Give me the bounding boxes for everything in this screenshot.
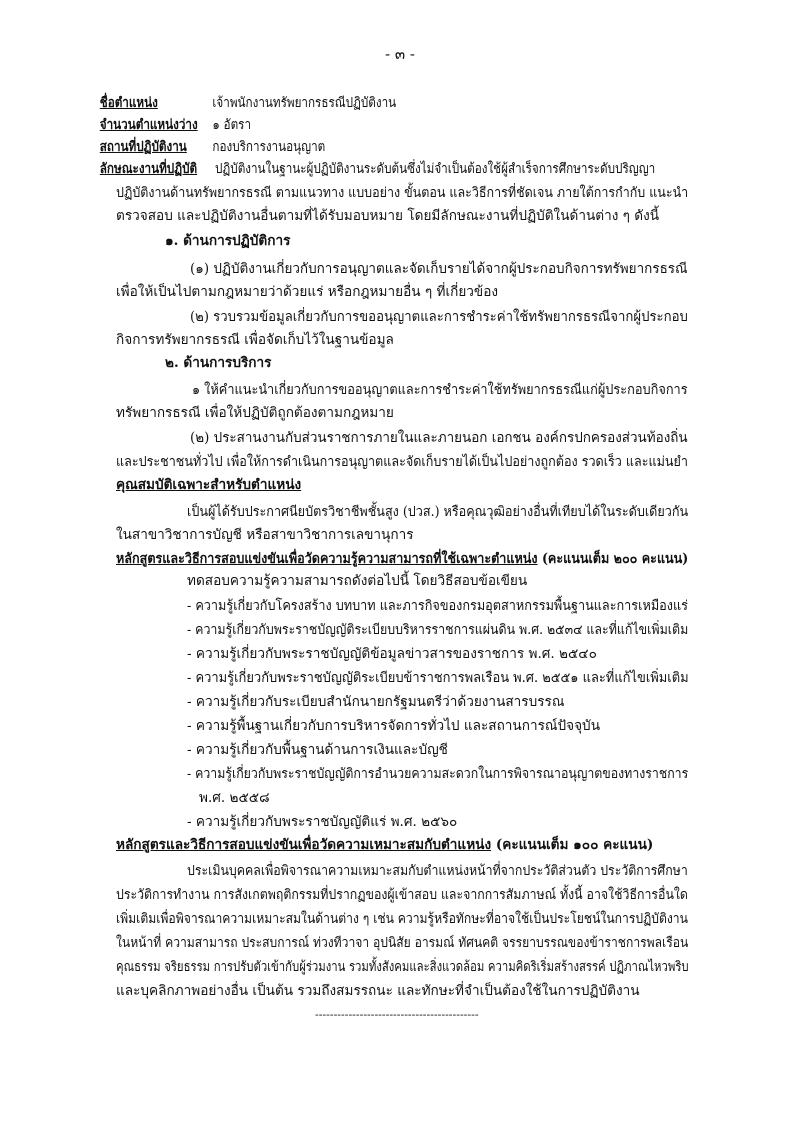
section-2-item: (๒) ประสานงานกับส่วนราชการภายในและภายนอก เอกชน องค์กรปกครองส่วนท้องถิ่น <box>190 430 688 446</box>
section-2-item: ๑ ให้คำแนะนำเกี่ยวกับการขออนุญาตและการชำระค่าใช้ทรัพยากรธรณีแก่ผู้ประกอบกิจการ <box>192 382 688 398</box>
suitability-line: คุณธรรม จริยธรรม การปรับตัวเข้ากับผู้ร่วมงาน รวมทั้งสังคมและสิ่งแวดล้อม ความคิดริเริ่มสร้างสรรค์ ปฏิภาณไหวพริบ <box>116 959 689 975</box>
field-label: จำนวนตำแหน่งว่าง <box>99 117 198 133</box>
field-value: เจ้าพนักงานทรัพยากรธรณีปฏิบัติงาน <box>212 95 397 111</box>
exam-suitability-heading: หลักสูตรและวิธีการสอบแข่งขันเพื่อวัดความเหมาะสมกับตำแหน่ง <box>116 837 492 853</box>
section-1-item-cont: กิจการทรัพยากรธรณี เพื่อจัดเก็บไว้ในฐานข้อมูล <box>116 332 394 348</box>
exam-specific-heading-line <box>116 548 688 570</box>
end-separator: -------------------------------------------- <box>315 1008 479 1021</box>
suitability-line: ประเมินบุคคลเพื่อพิจารณาความเหมาะสมกับตำแหน่งหน้าที่จากประวัติส่วนตัว ประวัติการศึกษา <box>187 863 688 879</box>
qualification-line: ในสาขาวิชาการบัญชี หรือสาขาวิชาการเลขานุการ <box>116 527 414 543</box>
suitability-line: และบุคลิกภาพอย่างอื่น เป็นต้น รวมถึงสมรรถนะ และทักษะที่จำเป็นต้องใช้ในการปฏิบัติงาน <box>116 983 640 999</box>
field-label: ลักษณะงานที่ปฏิบัติ <box>99 161 198 177</box>
exam-topic: - ความรู้เกี่ยวกับพระราชบัญญัติการอำนวยความสะดวกในการพิจารณาอนุญาตของทางราชการ <box>187 766 689 782</box>
section-2-item-cont: ทรัพยากรธรณี เพื่อให้ปฏิบัติถูกต้องตามกฎหมาย <box>116 405 394 421</box>
exam-topic: - ความรู้เกี่ยวกับพระราชบัญญัติแร่ พ.ศ. ๒๕๖๐ <box>187 814 458 830</box>
exam-topic: - ความรู้เกี่ยวกับพระราชบัญญัติระเบียบข้าราชการพลเรือน พ.ศ. ๒๕๕๑ และที่แก้ไขเพิ่มเติม <box>187 670 689 686</box>
section-2-item-cont: และประชาชนทั่วไป เพื่อให้การดำเนินการอนุญาตและจัดเก็บรายได้เป็นไปอย่างถูกต้อง รวดเร็ว และแม่นยำ <box>116 454 689 470</box>
suitability-line: ในหน้าที่ ความสามารถ ประสบการณ์ ท่วงทีวาจา อุปนิสัย อารมณ์ ทัศนคติ จรรยาบรรณของข้าราชการพลเรือน <box>116 935 689 951</box>
exam-topic-cont: พ.ศ. ๒๕๕๘ <box>199 790 270 806</box>
exam-specific-heading: หลักสูตรและวิธีการสอบแข่งขันเพื่อวัดความรู้ความสามารถที่ใช้เฉพาะตำแหน่ง <box>116 551 538 567</box>
field-label: สถานที่ปฏิบัติงาน <box>99 139 187 155</box>
suitability-line: เพิ่มเติมเพื่อพิจารณาความเหมาะสมในด้านต่าง ๆ เช่น ความรู้หรือทักษะที่อาจใช้เป็นประโยชน์ในการปฏิบัติงาน <box>116 911 688 927</box>
exam-topic: - ความรู้เกี่ยวกับพื้นฐานด้านการเงินและบัญชี <box>187 742 448 758</box>
section-1-item-cont: เพื่อให้เป็นไปตามกฎหมายว่าด้วยแร่ หรือกฎหมายอื่น ๆ ที่เกี่ยวข้อง <box>116 284 499 300</box>
exam-topic: - ความรู้เกี่ยวกับพระราชบัญญัติระเบียบบริหารราชการแผ่นดิน พ.ศ. ๒๕๓๔ และที่แก้ไขเพิ่มเติม <box>187 622 689 638</box>
duties-line: ปฏิบัติงานด้านทรัพยากรธรณี ตามแนวทาง แบบอย่าง ขั้นตอน และวิธีการที่ชัดเจน ภายใต้การกำกับ แนะนำ <box>116 185 689 201</box>
qualification-line: เป็นผู้ได้รับประกาศนียบัตรวิชาชีพชั้นสูง (ปวส.) หรือคุณวุฒิอย่างอื่นที่เทียบได้ในระดับเดียวกัน <box>187 504 689 520</box>
exam-topic: - ความรู้เกี่ยวกับพระราชบัญญัติข้อมูลข่าวสารของราชการ พ.ศ. ๒๕๔๐ <box>187 646 597 662</box>
field-value: กองบริการงานอนุญาต <box>212 139 326 155</box>
exam-suitability-score: (คะแนนเต็ม ๑๐๐ คะแนน) <box>491 837 654 853</box>
field-value: ปฏิบัติงานในฐานะผู้ปฏิบัติงานระดับต้นซึ่งไม่จำเป็นต้องใช้ผู้สำเร็จการศึกษาระดับปริญญา <box>215 161 656 177</box>
qualification-heading: คุณสมบัติเฉพาะสำหรับตำแหน่ง <box>116 477 302 493</box>
page-number: - ๓ - <box>385 45 415 63</box>
field-value: ๑ อัตรา <box>212 117 252 133</box>
section-2-title: ๒. ด้านการบริการ <box>165 355 272 371</box>
section-1-title: ๑. ด้านการปฏิบัติการ <box>165 233 291 249</box>
section-1-item: (๑) ปฏิบัติงานเกี่ยวกับการอนุญาตและจัดเก็บรายได้จากผู้ประกอบกิจการทรัพยากรธรณี <box>190 261 688 277</box>
section-1-item: (๒) รวบรวมข้อมูลเกี่ยวกับการขออนุญาตและการชำระค่าใช้ทรัพยากรธรณีจากผู้ประกอบ <box>190 309 688 325</box>
exam-topic: - ความรู้พื้นฐานเกี่ยวกับการบริหารจัดการทั่วไป และสถานการณ์ปัจจุบัน <box>187 718 600 734</box>
duties-line: ตรวจสอบ และปฏิบัติงานอื่นตามที่ได้รับมอบหมาย โดยมีลักษณะงานที่ปฏิบัติในด้านต่าง ๆ ดังนี้ <box>116 208 660 224</box>
field-label: ชื่อตำแหน่ง <box>99 95 158 111</box>
exam-topic: - ความรู้เกี่ยวกับโครงสร้าง บทบาท และภารกิจของกรมอุตสาหกรรมพื้นฐานและการเหมืองแร่ <box>187 598 688 614</box>
suitability-line: ประวัติการทำงาน การสังเกตพฤติกรรมที่ปรากฏของผู้เข้าสอบ และจากการสัมภาษณ์ ทั้งนี้ อาจใช้วิธีการอื่นใด <box>116 887 688 903</box>
exam-topic: - ความรู้เกี่ยวกับระเบียบสำนักนายกรัฐมนตรีว่าด้วยงานสารบรรณ <box>187 694 565 710</box>
exam-suitability-heading-line <box>116 834 653 856</box>
exam-specific-score: (คะแนนเต็ม ๒๐๐ คะแนน) <box>537 551 689 567</box>
exam-specific-intro: ทดสอบความรู้ความสามารถดังต่อไปนี้ โดยวิธีสอบข้อเขียน <box>187 573 528 589</box>
